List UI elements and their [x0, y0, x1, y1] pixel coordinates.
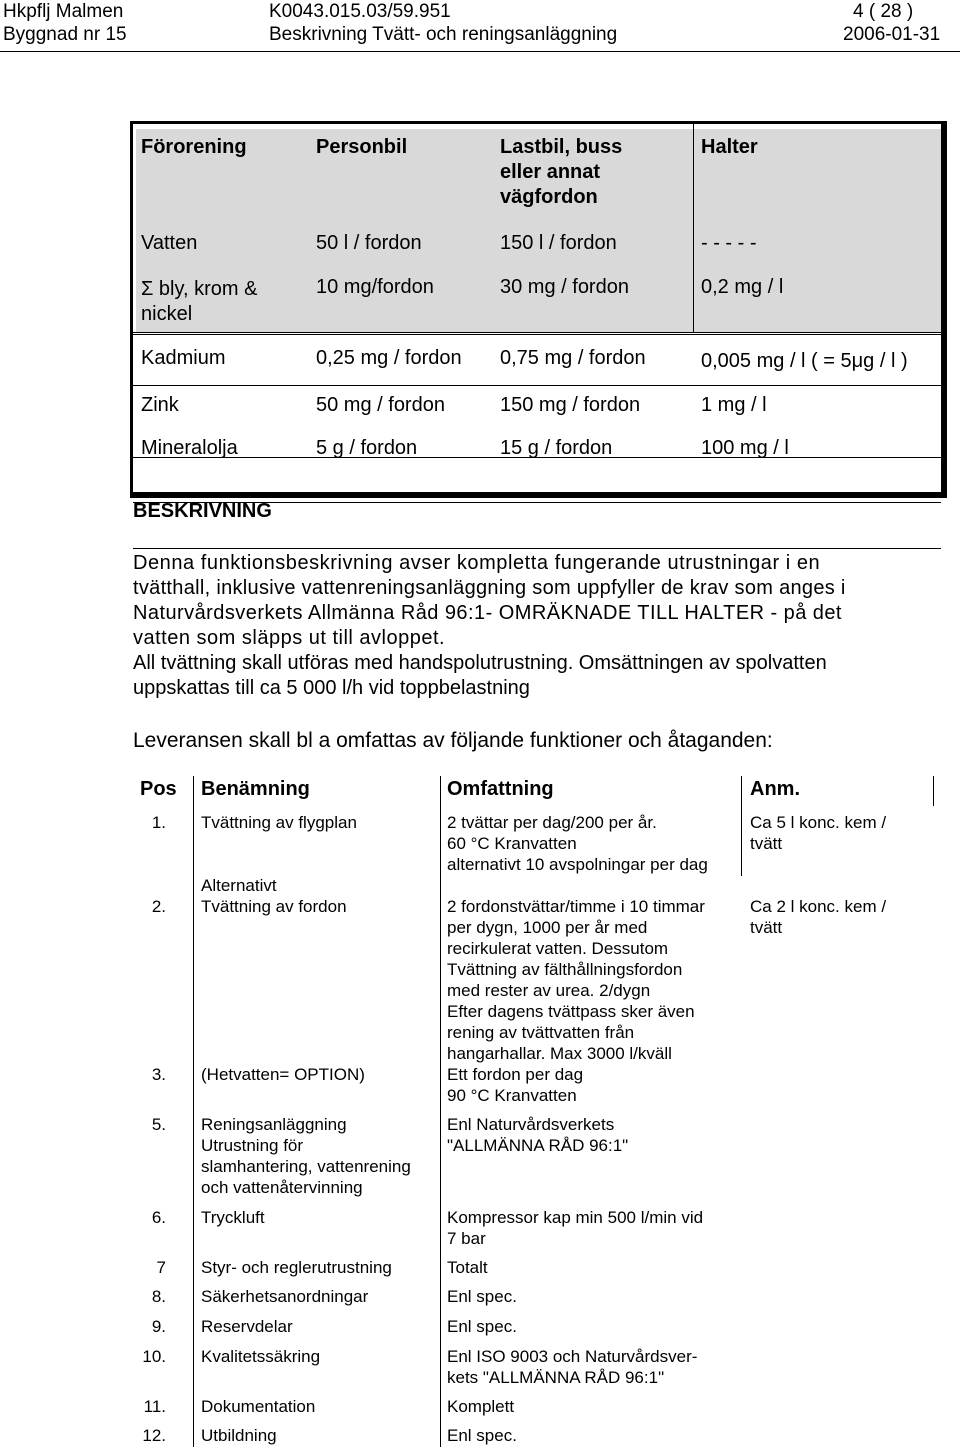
header-page-number: 4 ( 28 ) [853, 1, 914, 22]
list-scope-text: recirkulerat vatten. Dessutom [447, 939, 669, 958]
list-scope-text: hangarhallar. Max 3000 l/kväll [447, 1044, 672, 1063]
cell-car: 10 mg/fordon [316, 276, 434, 298]
list-name-text: Alternativt [201, 876, 277, 895]
cell-limit: 0,005 mg / l ( = 5μg / l ) [701, 350, 908, 372]
cell-pollutant: Mineralolja [141, 437, 238, 459]
list-pos-text: 7 [156, 1258, 166, 1277]
list-scope-text: 60 °C Kranvatten [447, 834, 577, 853]
table-row-rule [133, 385, 941, 386]
list-scope-text: med rester av urea. 2/dygn [447, 981, 651, 1000]
list-scope-text: Enl ISO 9003 och Naturvårdsver- [447, 1347, 698, 1366]
table-header-rule [133, 332, 941, 335]
col-header-car: Personbil [316, 136, 408, 158]
list-name-text: Styr- och reglerutrustning [201, 1258, 392, 1277]
list-name-text: Tvättning av flygplan [201, 813, 357, 832]
cell-pollutant: Vatten [141, 232, 198, 254]
list-pos-text: 11. [143, 1397, 166, 1416]
table-row-rule [133, 548, 941, 549]
list-name-text: Kvalitetssäkring [201, 1347, 321, 1366]
cell-truck: 15 g / fordon [500, 437, 613, 459]
list-name-text: Utbildning [201, 1426, 277, 1445]
list-scope-text: Ett fordon per dag [447, 1065, 584, 1084]
list-name-text: (Hetvatten= OPTION) [201, 1065, 365, 1084]
cell-car: 0,25 mg / fordon [316, 347, 462, 369]
list-pos-text: 3. [151, 1065, 166, 1084]
col-header-truck-line-3: vägfordon [500, 186, 598, 208]
description-line: All tvättning skall utföras med handspolutrustning. Omsättningen av spolvatten [133, 652, 827, 674]
list-name-text: Dokumentation [201, 1397, 316, 1416]
delivery-intro: Leveransen skall bl a omfattas av följande funktioner och åtaganden: [133, 729, 773, 752]
header-doc-title: Beskrivning Tvätt- och reningsanläggning [269, 24, 618, 45]
list-col-rule [741, 776, 742, 876]
list-scope-text: Enl spec. [447, 1426, 517, 1445]
list-scope-text: Enl spec. [447, 1287, 517, 1306]
list-scope-text: Enl Naturvårdsverkets [447, 1115, 615, 1134]
cell-limit: 0,2 mg / l [701, 276, 784, 298]
list-scope-text: Totalt [447, 1258, 488, 1277]
list-scope-text: Tvättning av fälthållningsfordon [447, 960, 683, 979]
list-scope-text: Komplett [447, 1397, 515, 1416]
list-note-text: Ca 5 l konc. kem / [750, 813, 887, 832]
header-building: Byggnad nr 15 [3, 24, 127, 45]
cell-truck: 0,75 mg / fordon [500, 347, 646, 369]
list-name-text: Utrustning för [201, 1136, 304, 1155]
description-line: Naturvårdsverkets Allmänna Råd 96:1- OMRÄKNADE TILL HALTER - på det [133, 602, 842, 624]
cell-car: 50 l / fordon [316, 232, 422, 254]
list-header-name: Benämning [201, 778, 310, 800]
list-note-text: tvätt [750, 918, 783, 937]
list-col-rule [193, 776, 194, 1447]
list-scope-text: alternativt 10 avspolningar per dag [447, 855, 708, 874]
list-scope-text: "ALLMÄNNA RÅD 96:1" [447, 1136, 629, 1155]
list-pos-text: 10. [142, 1347, 166, 1366]
header-doc-number: K0043.015.03/59.951 [269, 1, 451, 22]
list-scope-text: Kompressor kap min 500 l/min vid [447, 1208, 704, 1227]
col-header-limits: Halter [701, 136, 758, 158]
header-divider [0, 51, 960, 52]
list-scope-text: 2 tvättar per dag/200 per år. [447, 813, 657, 832]
col-header-pollutant: Förorening [141, 136, 247, 158]
section-title: BESKRIVNING [133, 500, 272, 522]
list-header-note: Anm. [750, 778, 800, 800]
list-pos-text: 8. [151, 1287, 166, 1306]
list-pos-text: 5. [151, 1115, 166, 1134]
description-line: tvätthall, inklusive vattenreningsanläggning som uppfyller de krav som anges i [133, 577, 846, 599]
table-col-rule [693, 124, 694, 332]
header-date: 2006-01-31 [843, 24, 941, 45]
cell-pollutant: Σ bly, krom & [141, 278, 258, 300]
list-note-text: tvätt [750, 834, 783, 853]
list-name-text: Säkerhetsanordningar [201, 1287, 369, 1306]
list-name-text: Tryckluft [201, 1208, 265, 1227]
list-scope-text: Enl spec. [447, 1317, 517, 1336]
list-col-rule [440, 776, 441, 1447]
list-pos-text: 1. [151, 813, 166, 832]
page-header-line-2 [0, 23, 960, 47]
list-pos-text: 2. [151, 897, 166, 916]
list-pos-text: 6. [151, 1208, 166, 1227]
cell-car: 5 g / fordon [316, 437, 418, 459]
list-header-scope: Omfattning [447, 778, 554, 800]
cell-limit: 1 mg / l [701, 394, 767, 416]
list-note-text: Ca 2 l konc. kem / [750, 897, 887, 916]
list-name-text: Tvättning av fordon [201, 897, 347, 916]
cell-truck: 150 l / fordon [500, 232, 617, 254]
cell-limit: 100 mg / l [701, 437, 789, 459]
list-name-text: Reservdelar [201, 1317, 293, 1336]
col-header-truck-line-1: Lastbil, buss [500, 136, 623, 158]
list-scope-text: Efter dagens tvättpass sker även [447, 1002, 695, 1021]
cell-truck: 150 mg / fordon [500, 394, 641, 416]
description-line: Denna funktionsbeskrivning avser kompletta fungerande utrustningar i en [133, 552, 821, 574]
cell-pollutant: Kadmium [141, 347, 226, 369]
page-header-line-1 [0, 0, 960, 24]
description-line: vatten som släpps ut till avloppet. [133, 627, 446, 649]
list-name-text: slamhantering, vattenrening [201, 1157, 411, 1176]
list-scope-text: kets "ALLMÄNNA RÅD 96:1" [447, 1368, 665, 1387]
cell-truck: 30 mg / fordon [500, 276, 629, 298]
list-name-text: och vattenåtervinning [201, 1178, 363, 1197]
list-col-rule [933, 776, 934, 806]
list-pos-text: 12. [142, 1426, 166, 1445]
cell-limit: - - - - - [701, 232, 757, 254]
cell-pollutant-line-2: nickel [141, 303, 193, 325]
description-line: uppskattas till ca 5 000 l/h vid toppbelastning [133, 677, 530, 699]
list-scope-text: 7 bar [447, 1229, 486, 1248]
list-scope-text: rening av tvättvatten från [447, 1023, 635, 1042]
list-pos-text: 9. [151, 1317, 166, 1336]
cell-car: 50 mg / fordon [316, 394, 445, 416]
list-scope-text: per dygn, 1000 per år med [447, 918, 648, 937]
list-header-pos: Pos [140, 778, 177, 800]
list-scope-text: 90 °C Kranvatten [447, 1086, 577, 1105]
cell-pollutant: Zink [141, 394, 179, 416]
list-scope-text: 2 fordonstvättar/timme i 10 timmar [447, 897, 705, 916]
pollution-table [130, 121, 947, 498]
header-project: Hkpflj Malmen [3, 1, 124, 22]
list-name-text: Reningsanläggning [201, 1115, 347, 1134]
col-header-truck-line-2: eller annat [500, 161, 601, 183]
